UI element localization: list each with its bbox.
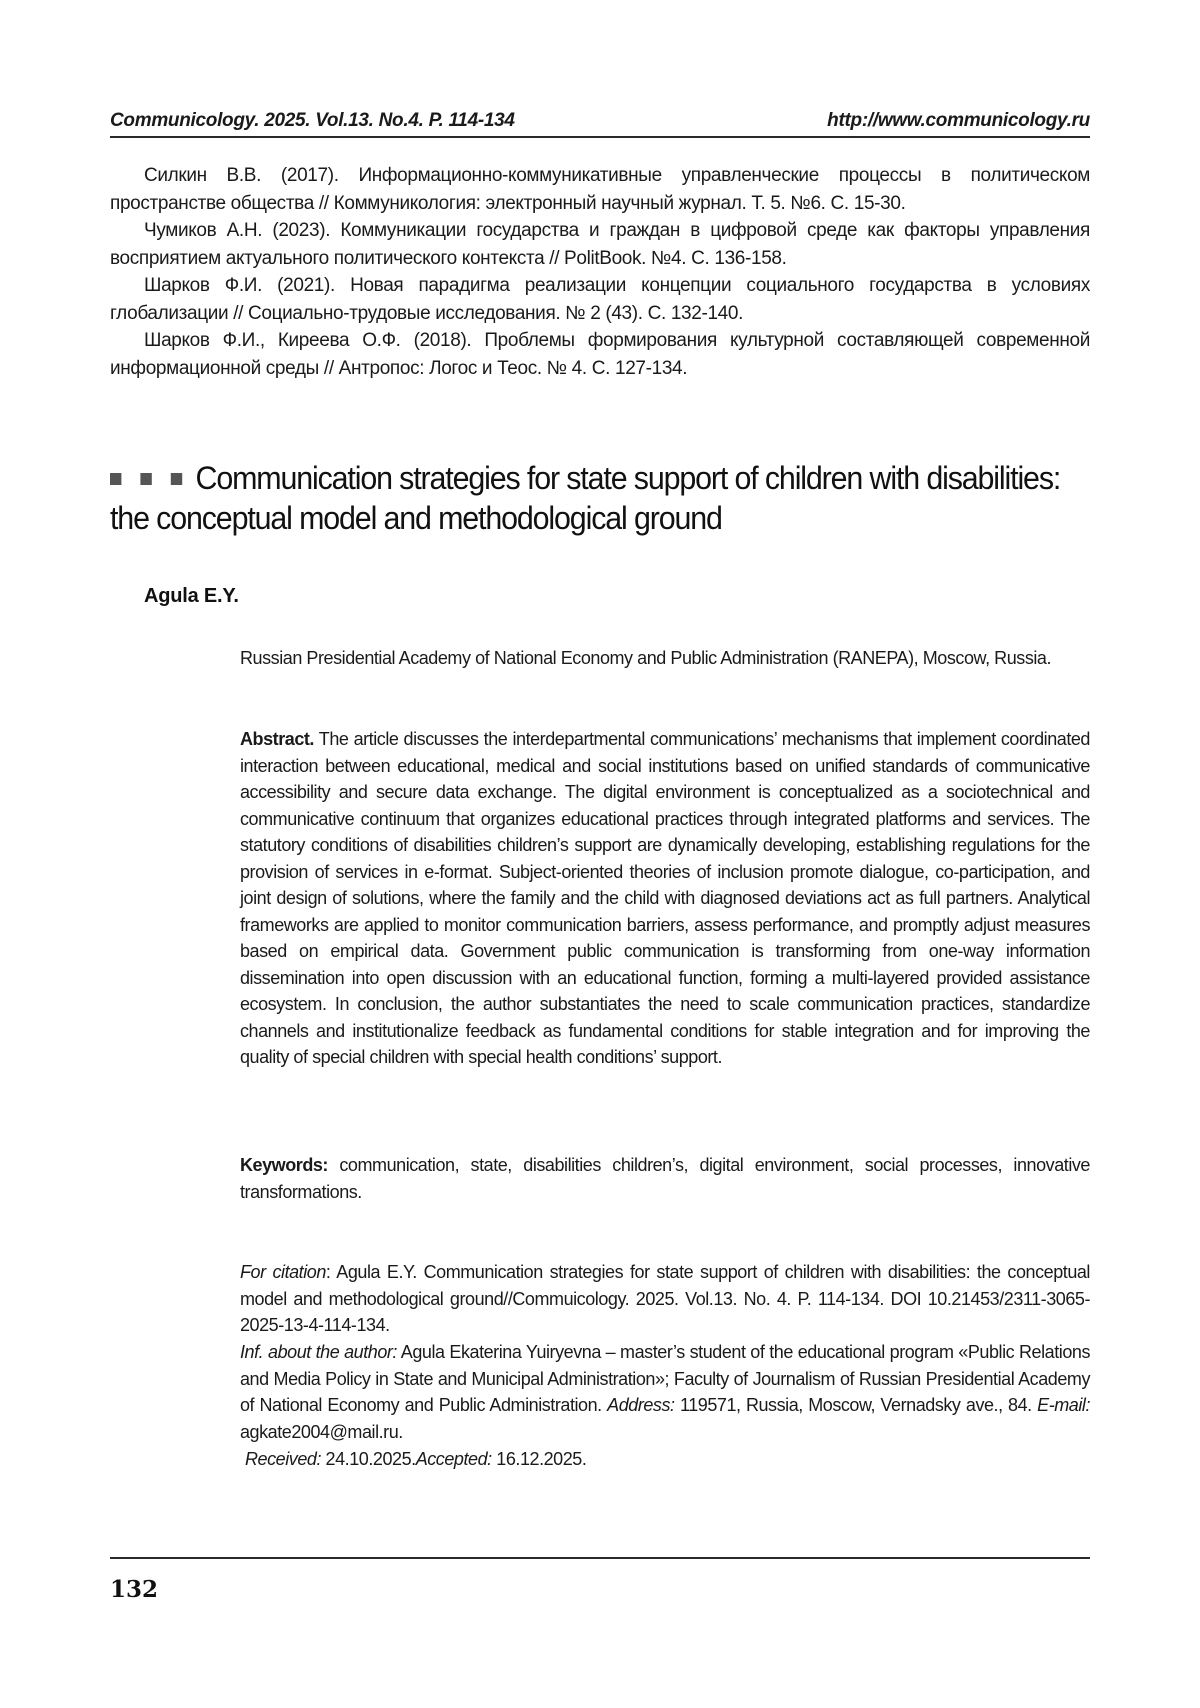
reference-item: Шарков Ф.И., Киреева О.Ф. (2018). Проблемы формирования культурной составляющей современной информационной среды // Антропос: Логос и Теос. № 4. С. 127-134. bbox=[110, 330, 1090, 379]
address-text: 119571, Russia, Moscow, Vernadsky ave., 84. bbox=[674, 1395, 1032, 1415]
article-title: Communication strategies for state support of children with disabilities: the conceptual model and methodological ground bbox=[110, 460, 1061, 536]
square-bullet-icon bbox=[140, 473, 151, 485]
abstract-label: Abstract. bbox=[240, 729, 314, 749]
keywords bbox=[240, 1152, 1090, 1205]
author-info-text: Agula Ekaterina Yuiryevna – master’s student of the educational program «Public Relations and Media Policy in State and Municipal Administration»; Faculty of Journalism of Russian Presidential Academy of National Economy and Public Administration. bbox=[240, 1342, 1090, 1415]
author-info bbox=[240, 1339, 1090, 1445]
email-link[interactable]: agkate2004@mail.ru. bbox=[240, 1421, 403, 1442]
author-affiliation: Russian Presidential Academy of National Economy and Public Administration (RANEPA), Moscow, Russia. bbox=[240, 648, 1052, 668]
citation bbox=[240, 1259, 1090, 1339]
citation-label: For citation bbox=[240, 1262, 326, 1282]
citation-text: : Agula E.Y. Communication strategies for state support of children with disabilities: the conceptual model and methodological ground//Commuicology. 2025. Vol.13. No. 4. P. 114-134. DOI 10.21453/2311-3065-2025-13-4-114-134. bbox=[240, 1262, 1090, 1335]
footer-divider bbox=[110, 1557, 1090, 1559]
reference-item: Силкин В.В. (2017). Информационно-коммуникативные управленческие процессы в политическом пространстве общества // Коммуникология: электронный научный журнал. Т. 5. №6. С. 15-30. bbox=[110, 165, 1090, 214]
reference-item: Шарков Ф.И. (2021). Новая парадигма реализации концепции социального государства в условиях глобализации // Социально-трудовые исследования. № 2 (43). С. 132-140. bbox=[110, 275, 1090, 324]
title-bullets bbox=[110, 458, 182, 498]
accepted-label: Accepted: bbox=[415, 1449, 492, 1469]
author-name: Agula E.Y. bbox=[144, 585, 239, 607]
keywords-label: Keywords: bbox=[240, 1155, 328, 1175]
received-date: 24.10.2025. bbox=[321, 1449, 416, 1469]
running-header bbox=[110, 104, 1090, 132]
square-bullet-icon bbox=[171, 473, 182, 485]
square-bullet-icon bbox=[110, 473, 121, 485]
reference-item: Чумиков А.Н. (2023). Коммуникации государства и граждан в цифровой среде как факторы управления восприятием актуального политического контекста // PolitBook. №4. С. 136-158. bbox=[110, 220, 1090, 269]
abstract bbox=[240, 726, 1090, 1071]
header-divider bbox=[110, 136, 1090, 138]
journal-page bbox=[110, 0, 1090, 1708]
address-label: Address: bbox=[607, 1395, 675, 1415]
article-title-block bbox=[110, 458, 1089, 538]
journal-website-link[interactable]: http://www.communicology.ru bbox=[827, 110, 1090, 131]
email-label: E-mail: bbox=[1037, 1395, 1090, 1415]
received-label: Received: bbox=[245, 1449, 321, 1469]
journal-citation-header: Communicology. 2025. Vol.13. No.4. P. 114-134 bbox=[110, 110, 515, 131]
accepted-date: 16.12.2025. bbox=[491, 1449, 587, 1469]
page-number: 132 bbox=[110, 1576, 159, 1603]
submission-dates bbox=[245, 1446, 1095, 1473]
keywords-text: communication, state, disabilities children’s, digital environment, social processes, innovative transformations. bbox=[240, 1155, 1090, 1202]
author-info-label: Inf. about the author: bbox=[240, 1342, 397, 1362]
reference-list bbox=[110, 162, 1090, 382]
abstract-text: The article discusses the interdepartmental communications’ mechanisms that implement coordinated interaction between educational, medical and social institutions based on unified standards of communicative accessibility and secure data exchange. The digital environment is conceptualized as a sociotechnical and communicative continuum that organizes educational practices through integrated platforms and services. The statutory conditions of disabilities children’s support are dynamically developing, establishing regulations for the provision of services in e-format. Subject-oriented theories of inclusion promote dialogue, co-participation, and joint design of solutions, where the family and the child with diagnosed deviations act as full partners. Analytical frameworks are applied to monitor communication barriers, assess performance, and promptly adjust measures based on empirical data. Government public communication is transforming from one-way information dissemination into open discussion with an educational function, forming a multi-layered provided assistance ecosystem. In conclusion, the author substantiates the need to scale communication practices, standardize channels and institutionalize feedback as fundamental conditions for stable integration and for improving the quality of special children with special health conditions’ support. bbox=[240, 729, 1090, 1067]
